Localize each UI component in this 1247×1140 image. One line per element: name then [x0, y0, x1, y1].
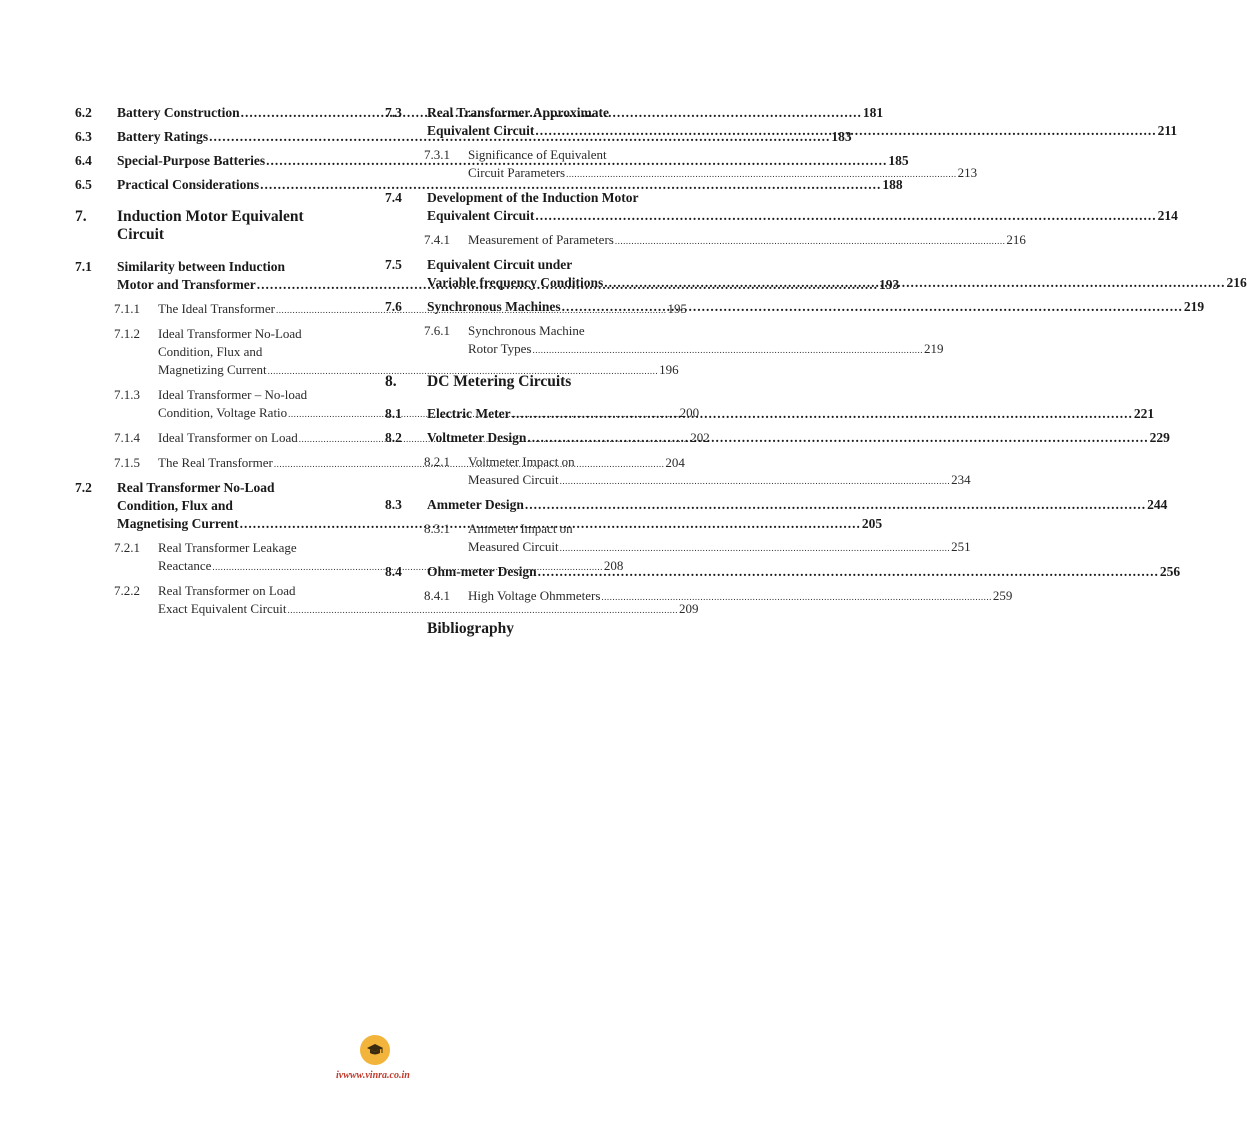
- toc-entry-sub[interactable]: [385, 587, 1013, 606]
- toc-entry-title: Measured Circuit: [468, 472, 559, 487]
- toc-entry-number: 7.1.1: [114, 301, 140, 316]
- toc-page-number: 213: [957, 165, 978, 180]
- toc-page-number: 216: [1006, 232, 1026, 247]
- toc-entry-title: Equivalent Circuit: [427, 123, 535, 138]
- toc-entry-number: 7.: [75, 208, 87, 225]
- toc-entry-chapter[interactable]: [385, 620, 675, 638]
- toc-entry-main[interactable]: [385, 563, 1181, 581]
- toc-entry-number: 8.2: [385, 430, 402, 445]
- toc-entry-title: Real Transformer Leakage: [158, 540, 297, 555]
- dot-leader: [535, 207, 1156, 225]
- toc-page-number: 216: [1226, 275, 1247, 290]
- toc-entry-sub[interactable]: [385, 453, 971, 490]
- dot-leader: [560, 539, 951, 557]
- dot-leader: [562, 298, 1183, 316]
- toc-entry-title: DC Metering Circuits: [427, 373, 572, 390]
- toc-entry-number: 8.2.1: [424, 454, 450, 469]
- toc-entry-title: Equivalent Circuit: [427, 208, 535, 223]
- dot-leader: [535, 122, 1156, 140]
- toc-entry-number: 7.4.1: [424, 232, 450, 247]
- toc-page-number: 211: [1157, 123, 1178, 138]
- toc-entry-title: Condition, Voltage Ratio: [158, 405, 288, 420]
- toc-entry-title: Ideal Transformer – No-load: [158, 387, 308, 402]
- toc-entry-number: 7.1.5: [114, 455, 140, 470]
- dot-leader: [533, 341, 924, 359]
- dot-leader: [604, 274, 1225, 292]
- toc-entry-number: 7.2.1: [114, 540, 140, 555]
- toc-entry-title: Exact Equivalent Circuit: [158, 601, 287, 616]
- toc-entry-title: Bibliography: [427, 620, 514, 637]
- toc-entry-number: 7.1: [75, 259, 92, 274]
- footer-page-number: iv: [336, 1070, 344, 1081]
- toc-entry-title: Magnetizing Current: [158, 362, 267, 377]
- toc-entry-title: Condition, Flux and: [117, 498, 233, 513]
- toc-entry-title: Synchronous Machine: [468, 323, 585, 338]
- toc-entry-number: 7.4: [385, 190, 402, 205]
- toc-entry-title: Ideal Transformer No-Load: [158, 326, 302, 341]
- toc-entry-number: 7.6: [385, 299, 402, 314]
- toc-entry-title: Ohm-meter Design: [427, 564, 537, 579]
- toc-page-number: 193: [878, 277, 900, 292]
- toc-entry-title: Reactance: [158, 558, 212, 573]
- toc-entry-main[interactable]: [75, 176, 903, 194]
- toc-entry-title: Condition, Flux and: [158, 344, 263, 359]
- toc-entry-chapter[interactable]: [385, 373, 675, 391]
- toc-entry-title: Ammeter Impact on: [468, 521, 573, 536]
- toc-entry-title: Voltmeter Impact on: [468, 454, 575, 469]
- toc-entry-title: Induction Motor Equivalent: [117, 208, 304, 225]
- toc-entry-title: Synchronous Machines: [427, 299, 561, 314]
- dot-leader: [512, 405, 1133, 423]
- toc-entry-number: 8.3: [385, 497, 402, 512]
- toc-page-number: 188: [882, 177, 903, 192]
- toc-entry-title: Significance of Equivalent: [468, 147, 607, 162]
- toc-page-number: 205: [861, 516, 883, 531]
- toc-entry-number: 7.6.1: [424, 323, 450, 338]
- toc-page-number: 181: [862, 105, 884, 120]
- toc-entry-main[interactable]: [385, 189, 1178, 225]
- toc-page-number: 208: [603, 558, 624, 573]
- toc-page-number: 200: [679, 405, 700, 420]
- dot-leader: [566, 165, 957, 183]
- toc-entry-number: 7.1.4: [114, 430, 140, 445]
- toc-entry-number: 6.2: [75, 105, 92, 120]
- toc-entry-number: 8.4.1: [424, 588, 450, 603]
- toc-entry-title: Electric Meter: [427, 406, 511, 421]
- graduation-cap-icon: [366, 1043, 384, 1057]
- toc-entry-title: Special-Purpose Batteries: [117, 153, 266, 168]
- toc-page-number: 195: [667, 301, 687, 316]
- toc-entry-title: Equivalent Circuit under: [427, 257, 573, 272]
- toc-entry-title: Measured Circuit: [468, 539, 559, 554]
- footer-website: www.vinra.co.in: [343, 1070, 410, 1081]
- toc-entry-title: Real Transformer Approximate: [427, 105, 609, 120]
- dot-leader: [525, 496, 1146, 514]
- toc-entry-number: 7.3: [385, 105, 402, 120]
- toc-entry-title: Real Transformer on Load: [158, 583, 296, 598]
- toc-entry-main[interactable]: [385, 496, 1168, 514]
- toc-entry-number: 7.1.2: [114, 326, 140, 341]
- toc-page-number: 219: [1183, 299, 1205, 314]
- toc-entry-title: Variable frequency Conditions: [427, 275, 604, 290]
- toc-entry-number: 8.4: [385, 564, 402, 579]
- toc-entry-title: Battery Ratings: [117, 129, 209, 144]
- toc-entry-number: 8.3.1: [424, 521, 450, 536]
- toc-entry-number: 6.5: [75, 177, 92, 192]
- toc-page-number: 251: [951, 539, 971, 554]
- toc-entry-title: Circuit Parameters: [468, 165, 566, 180]
- toc-entry-title: Ammeter Design: [427, 497, 524, 512]
- toc-entry-sub[interactable]: [385, 322, 944, 359]
- toc-page-number: 214: [1157, 208, 1178, 223]
- toc-page-number: 234: [951, 472, 971, 487]
- toc-page-number: 183: [831, 129, 852, 144]
- toc-entry-number: 7.1.3: [114, 387, 140, 402]
- toc-entry-number: 6.3: [75, 129, 92, 144]
- toc-page-number: 256: [1159, 564, 1181, 579]
- toc-entry-title: Circuit: [117, 226, 165, 243]
- toc-entry-title: Motor and Transformer: [117, 277, 256, 292]
- toc-page-number: 229: [1149, 430, 1170, 445]
- toc-entry-number: 7.5: [385, 257, 402, 272]
- toc-entry-title: Measurement of Parameters: [468, 232, 614, 247]
- footer-page-and-website: [336, 1070, 410, 1081]
- toc-entry-title: Similarity between Induction: [117, 259, 286, 274]
- toc-page-number: 244: [1147, 497, 1168, 512]
- toc-entry-number: 7.2.2: [114, 583, 140, 598]
- dot-leader: [527, 429, 1148, 447]
- toc-page-number: 209: [679, 601, 699, 616]
- publisher-logo: [360, 1035, 390, 1065]
- toc-page-number: 219: [924, 341, 944, 356]
- toc-entry-sub[interactable]: [385, 231, 1026, 250]
- toc-entry-title: The Ideal Transformer: [158, 301, 275, 316]
- toc-page-number: 221: [1133, 406, 1155, 421]
- toc-entry-title: Real Transformer No-Load: [117, 480, 275, 495]
- dot-leader: [538, 563, 1159, 581]
- toc-page-number: 202: [690, 430, 710, 445]
- toc-entry-title: Voltmeter Design: [427, 430, 527, 445]
- toc-page-number: 204: [665, 455, 685, 470]
- toc-entry-number: 8.1: [385, 406, 402, 421]
- toc-entry-title: Development of the Induction Motor: [427, 190, 639, 205]
- toc-entry-title: The Real Transformer: [158, 455, 273, 470]
- dot-leader: [601, 588, 992, 606]
- toc-entry-chapter[interactable]: [75, 208, 365, 244]
- toc-page-number: 259: [992, 588, 1013, 603]
- toc-entry-title: Ideal Transformer on Load: [158, 430, 298, 445]
- dot-leader: [560, 472, 951, 490]
- dot-leader: [615, 232, 1006, 250]
- toc-entry-title: Magnetising Current: [117, 516, 239, 531]
- toc-entry-number: 6.4: [75, 153, 92, 168]
- toc-page-number: 185: [888, 153, 909, 168]
- toc-entry-number: 7.2: [75, 480, 92, 495]
- toc-entry-title: Rotor Types: [468, 341, 532, 356]
- toc-page-number: 196: [659, 362, 679, 377]
- toc-entry-title: Practical Considerations: [117, 177, 260, 192]
- toc-entry-number: 8.: [385, 373, 397, 390]
- toc-entry-title: Battery Construction: [117, 105, 240, 120]
- toc-entry-number: 7.3.1: [424, 147, 450, 162]
- toc-entry-title: High Voltage Ohmmeters: [468, 588, 601, 603]
